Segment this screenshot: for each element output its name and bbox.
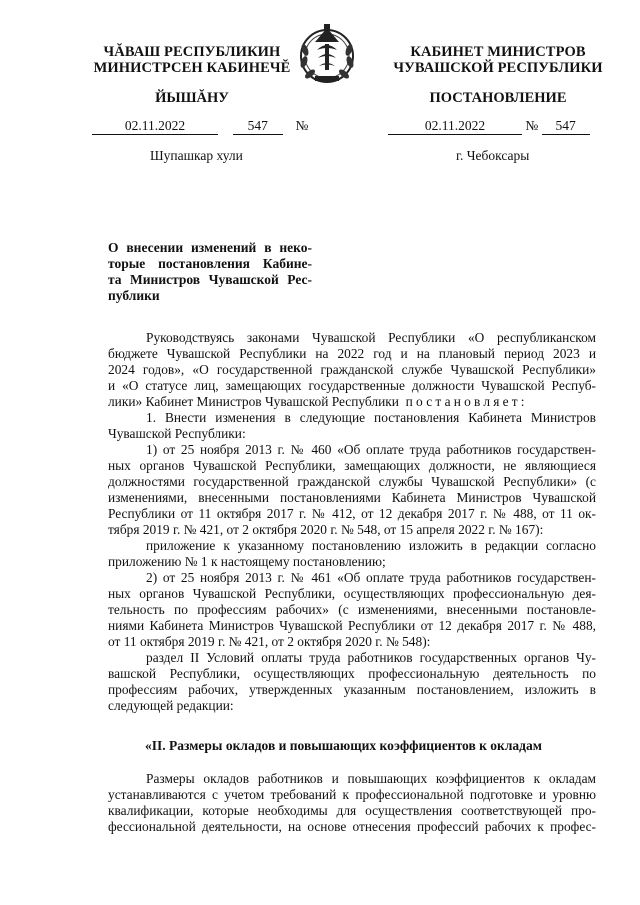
- body-line-text: лики» Кабинет Министров Чувашской Республики: [108, 394, 399, 409]
- header-russian-title: [388, 44, 608, 76]
- section-body-line: Размеры окладов работников и повышающих коэффициентов к окладам: [146, 771, 596, 786]
- body-line: Республики от 11 октября 2017 г. № 412, от 12 декабря 2017 г. № 488, от 11 ок-: [108, 506, 596, 521]
- registration-left-no-sign: №: [295, 118, 309, 133]
- registration-left-date: 02.11.2022: [92, 118, 218, 135]
- header-chuvash-title: [72, 44, 312, 76]
- body-line: бюджете Чувашской Республики на 2022 год и на плановый период 2023 и: [108, 346, 596, 361]
- body-line: ниями Кабинета Министров Чувашской Республики от 12 декабря 2017 г. № 488,: [108, 618, 596, 633]
- document-body: [108, 330, 596, 714]
- section-body-line: устанавливаются с учетом требований к профессиональной подготовке и уровню: [108, 787, 596, 802]
- place-chuvash: Шупашкар хули: [150, 148, 243, 163]
- body-line: раздел II Условий оплаты труда работников государственных органов Чу-: [146, 650, 596, 665]
- header-right-line-2: ЧУВАШСКОЙ РЕСПУБЛИКИ: [393, 60, 603, 76]
- decree-word: постановляет:: [405, 394, 528, 409]
- header-left-line-2: МИНИСТРСЕН КАБИНЕЧĔ: [93, 60, 291, 76]
- subject-line: та Министров Чувашской Рес-: [108, 272, 312, 287]
- body-line: от 11 октября 2019 г. № 421, от 2 октября 2020 г. № 548):: [108, 634, 431, 649]
- body-line: тельность по профессиям рабочих» (с изменениями, внесенными постановле-: [108, 602, 596, 617]
- body-line: 2) от 25 ноября 2013 г. № 461 «Об оплате труда работников государствен-: [146, 570, 596, 585]
- section-body-line: фессиональной деятельности, на основе отнесения профессий рабочих к профес-: [108, 819, 596, 834]
- registration-right-number: 547: [542, 118, 590, 135]
- body-line: ных органов Чувашской Республики, замещающих должности, не являющиеся: [108, 458, 596, 473]
- place-russian: г. Чебоксары: [456, 148, 530, 163]
- body-line: следующей редакции:: [108, 698, 234, 713]
- header-right-line-1: КАБИНЕТ МИНИСТРОВ: [410, 44, 586, 60]
- section-body-line: квалификации, которые необходимы для осуществления соответствующей про-: [108, 803, 596, 818]
- body-line: Чувашской Республики:: [108, 426, 246, 441]
- subject-line: торые постановления Кабине-: [108, 256, 312, 271]
- body-line: 1) от 25 ноября 2013 г. № 460 «Об оплате труда работников государствен-: [146, 442, 596, 457]
- doc-type-russian: ПОСТАНОВЛЕНИЕ: [429, 90, 567, 106]
- body-line: 1. Внести изменения в следующие постановления Кабинета Министров: [146, 410, 596, 425]
- body-line-with-decree: [108, 394, 596, 410]
- section-title: «II. Размеры окладов и повышающих коэффициентов к окладам: [145, 738, 542, 753]
- registration-right: [388, 118, 590, 135]
- registration-left: [92, 118, 308, 135]
- subject-line: публики: [108, 288, 160, 303]
- body-line: ных органов Чувашской Республики, осуществляющих профессиональную дея-: [108, 586, 596, 601]
- body-line: тября 2019 г. № 421, от 2 октября 2020 г. № 548, от 15 апреля 2022 г. № 167):: [108, 522, 544, 537]
- body-line: изменениями, внесенными постановлениями Кабинета Министров Чувашской: [108, 490, 596, 505]
- body-line: приложение к указанному постановлению изложить в редакции согласно: [146, 538, 596, 553]
- body-line: вашской Республики, осуществляющих профессиональную деятельность по: [108, 666, 596, 681]
- registration-right-date: 02.11.2022: [388, 118, 522, 135]
- body-line: должностями государственной гражданской службы Чувашской Республики» (с: [108, 474, 596, 489]
- section-body: [108, 771, 596, 835]
- document-subject: [108, 240, 312, 304]
- body-line: профессиям рабочих, утвержденных указанным постановлением, изложить в: [108, 682, 596, 697]
- registration-left-number: 547: [233, 118, 283, 135]
- header-left-line-1: ЧĂВАШ РЕСПУБЛИКИН: [103, 44, 281, 60]
- body-line: приложению № 1 к настоящему постановлению;: [108, 554, 386, 569]
- doc-type-chuvash: ЙЫШĂНУ: [155, 90, 229, 106]
- chuvash-emblem-icon: [297, 20, 357, 90]
- body-line: 2024 годов», «О государственной гражданской службе Чувашской Республики»: [108, 362, 596, 377]
- subject-line: О внесении изменений в неко-: [108, 240, 312, 255]
- body-line: и «О статусе лиц, замещающих государственные должности Чувашской Респуб-: [108, 378, 596, 393]
- body-line: Руководствуясь законами Чувашской Республики «О республиканском: [146, 330, 596, 345]
- registration-right-no-sign: №: [525, 118, 539, 133]
